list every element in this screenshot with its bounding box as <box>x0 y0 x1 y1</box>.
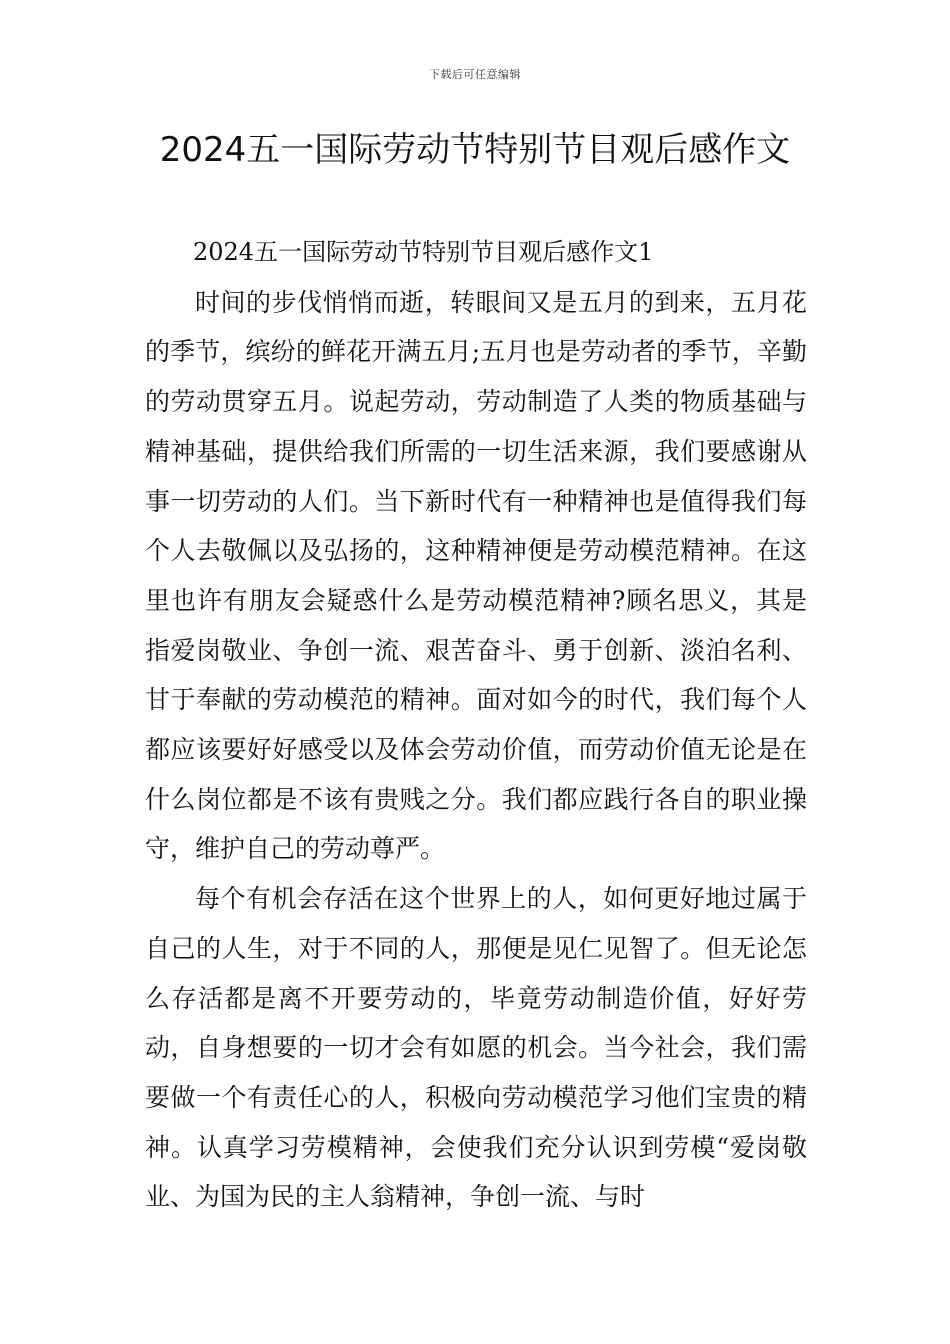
header-note: 下载后可任意编辑 <box>429 68 521 81</box>
document-body <box>145 228 807 1222</box>
paragraph-1: 时间的步伐悄悄而逝，转眼间又是五月的到来，五月花的季节，缤纷的鲜花开满五月;五月也是劳动者的季节，辛勤的劳动贯穿五月。说起劳动，劳动制造了人类的物质基础与精神基础，提供给我们所需的一切生活来源，我们要感谢从事一切劳动的人们。当下新时代有一种精神也是值得我们每个人去敬佩以及弘扬的，这种精神便是劳动模范精神。在这里也许有朋友会疑惑什么是劳动模范精神?顾名思义，其是指爱岗敬业、争创一流、艰苦奋斗、勇于创新、淡泊名利、甘于奉献的劳动模范的精神。面对如今的时代，我们每个人都应该要好好感受以及体会劳动价值，而劳动价值无论是在什么岗位都是不该有贵贱之分。我们都应践行各自的职业操守，维护自己的劳动尊严。 <box>145 287 807 864</box>
document-title: 2024五一国际劳动节特别节目观后感作文 <box>159 130 791 170</box>
paragraph-2: 每个有机会存活在这个世界上的人，如何更好地过属于自己的人生，对于不同的人，那便是见仁见智了。但无论怎么存活都是离不开要劳动的，毕竟劳动制造价值，好好劳动，自身想要的一切才会有如愿的机会。当今社会，我们需要做一个有责任心的人，积极向劳动模范学习他们宝贵的精神。认真学习劳模精神，会使我们充分认识到劳模“爱岗敬业、为国为民的主人翁精神，争创一流、与时 <box>145 884 807 1212</box>
section-title: 2024五一国际劳动节特别节目观后感作文1 <box>193 238 654 266</box>
